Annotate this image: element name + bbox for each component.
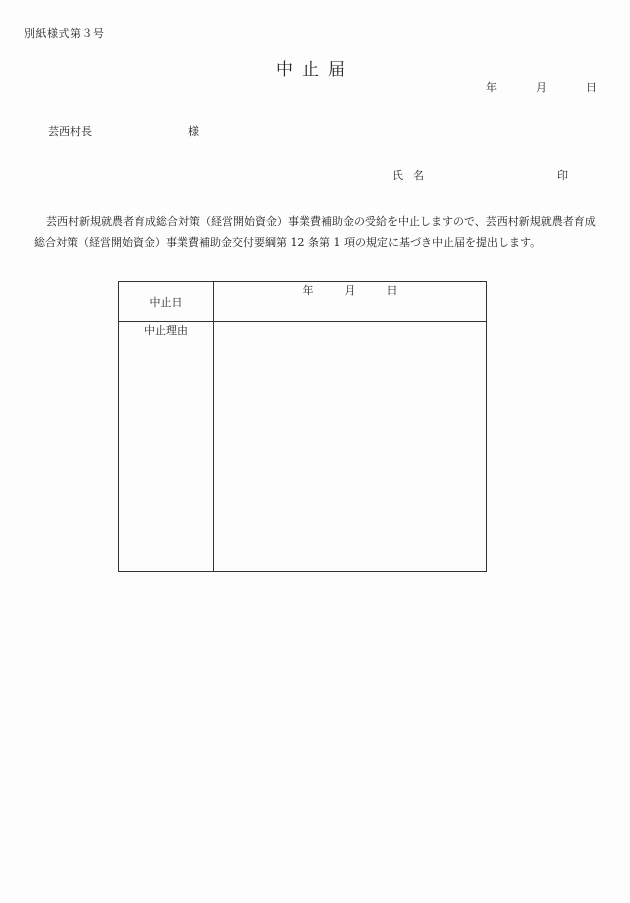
stop-reason-label: 中止理由 (119, 322, 214, 572)
stop-date-year: 年 (302, 284, 314, 297)
name-label: 氏名 (392, 169, 434, 182)
document-title: 中止届 (276, 60, 354, 80)
stop-date-label: 中止日 (119, 282, 214, 322)
stop-date-field[interactable] (214, 282, 487, 322)
stop-date-day: 日 (386, 284, 398, 297)
seal-label: 印 (557, 169, 568, 182)
form-number: 別紙様式第３号 (24, 27, 105, 40)
table-row (119, 322, 487, 572)
stop-reason-field[interactable] (214, 322, 487, 572)
stop-date-month: 月 (344, 284, 356, 297)
stop-notice-table (118, 281, 487, 572)
body-text: 芸西村新規就農者育成総合対策（経営開始資金）事業費補助金の受給を中止しますので、芸西村新規就農者育成総合対策（経営開始資金）事業費補助金交付要綱第 12 条第 1 項の規定に基づき中止届を提出します。 (34, 215, 596, 249)
table-row (119, 282, 487, 322)
date-year-label: 年 (486, 81, 497, 94)
addressee: 芸西村長 (48, 125, 92, 138)
honorific: 様 (188, 125, 199, 138)
date-day-label: 日 (586, 81, 597, 94)
date-month-label: 月 (536, 81, 547, 94)
